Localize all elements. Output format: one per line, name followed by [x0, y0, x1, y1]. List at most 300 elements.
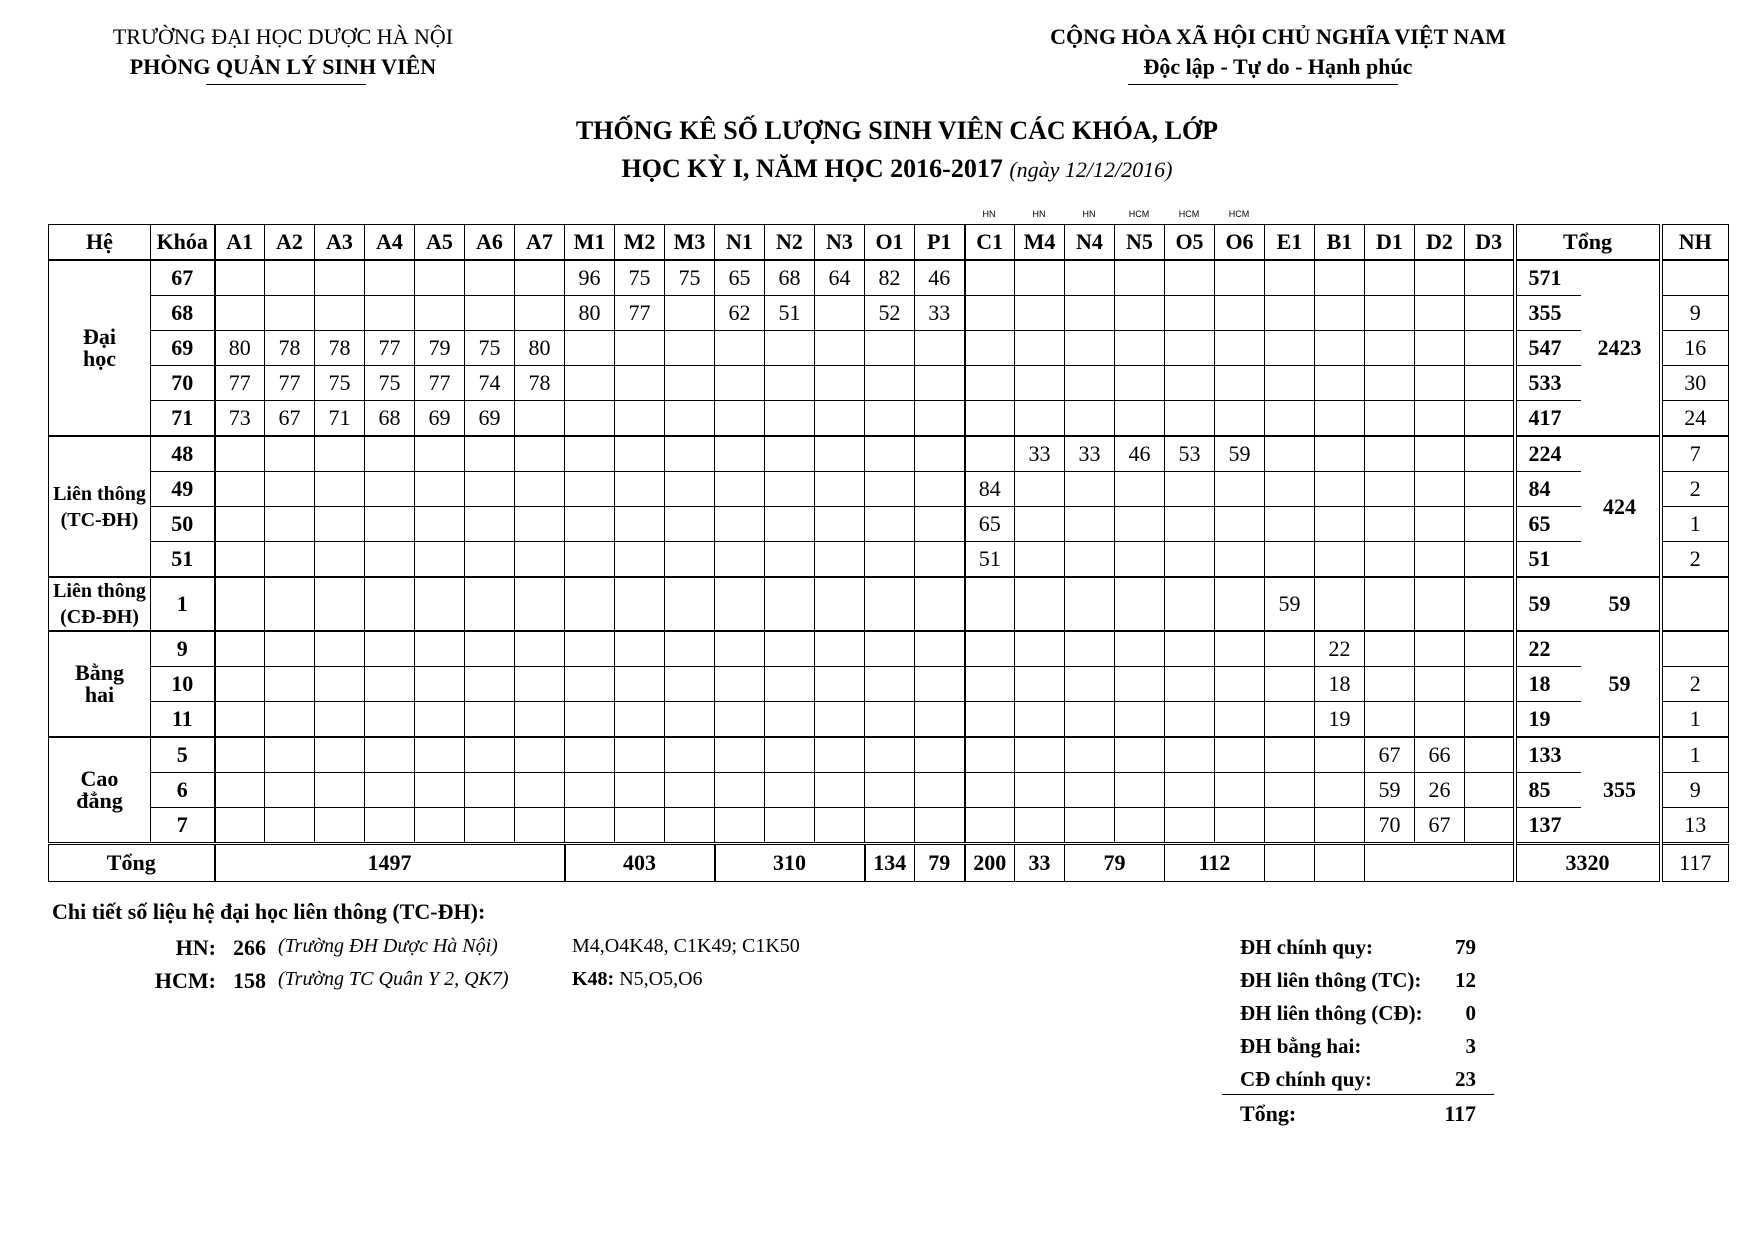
count-cell — [965, 737, 1015, 773]
count-cell — [1315, 366, 1365, 401]
count-cell — [215, 667, 265, 702]
count-cell — [1115, 808, 1165, 844]
count-cell — [1265, 667, 1315, 702]
count-cell — [1015, 331, 1065, 366]
count-cell — [815, 401, 865, 437]
count-cell — [515, 260, 565, 296]
row-total: 571 — [1515, 260, 1581, 296]
count-cell — [1165, 542, 1215, 578]
row-total: 355 — [1515, 296, 1581, 331]
page-subtitle — [0, 154, 1754, 184]
count-cell — [1115, 331, 1165, 366]
khoa-cell: 6 — [151, 773, 215, 808]
count-cell — [815, 702, 865, 738]
count-cell — [965, 296, 1015, 331]
count-cell: 65 — [965, 507, 1015, 542]
count-cell — [715, 472, 765, 507]
row-total: 19 — [1515, 702, 1581, 738]
group-name — [49, 737, 151, 844]
count-cell — [1215, 401, 1265, 437]
count-cell — [765, 542, 815, 578]
count-cell — [215, 808, 265, 844]
count-cell — [1365, 542, 1415, 578]
group-name-line2: hai — [84, 682, 115, 707]
nh-cell: 2 — [1661, 667, 1729, 702]
count-cell — [1165, 507, 1215, 542]
count-cell — [565, 472, 615, 507]
count-cell — [365, 472, 415, 507]
table-row — [49, 542, 1729, 578]
row-total: 22 — [1515, 631, 1581, 667]
count-cell — [465, 542, 515, 578]
count-cell — [665, 331, 715, 366]
count-cell — [215, 542, 265, 578]
count-cell — [565, 667, 615, 702]
count-cell — [1265, 472, 1315, 507]
count-cell — [715, 702, 765, 738]
count-cell — [865, 773, 915, 808]
count-cell — [715, 808, 765, 844]
count-cell — [1215, 808, 1265, 844]
count-cell: 74 — [465, 366, 515, 401]
count-cell — [1465, 577, 1515, 631]
count-cell — [1365, 401, 1415, 437]
count-cell — [265, 702, 315, 738]
count-cell — [1365, 507, 1415, 542]
count-cell — [365, 436, 415, 472]
count-cell — [1415, 366, 1465, 401]
count-cell — [1315, 773, 1365, 808]
count-cell: 75 — [315, 366, 365, 401]
count-cell — [915, 436, 965, 472]
count-cell — [865, 366, 915, 401]
subtitle-term: HỌC KỲ I, NĂM HỌC 2016-2017 — [621, 154, 1003, 183]
count-cell — [1365, 260, 1415, 296]
count-cell — [965, 702, 1015, 738]
count-cell — [365, 667, 415, 702]
count-cell — [315, 296, 365, 331]
count-cell — [465, 631, 515, 667]
count-cell — [265, 260, 315, 296]
table-row — [49, 773, 1729, 808]
count-cell — [965, 577, 1015, 631]
count-cell — [765, 401, 815, 437]
count-cell — [215, 296, 265, 331]
row-total: 85 — [1515, 773, 1581, 808]
count-cell: 75 — [465, 331, 515, 366]
count-cell — [915, 631, 965, 667]
count-cell — [1115, 472, 1165, 507]
count-cell — [915, 737, 965, 773]
count-cell — [565, 577, 615, 631]
count-cell — [1065, 507, 1115, 542]
count-cell — [1065, 773, 1115, 808]
count-cell: 68 — [365, 401, 415, 437]
count-cell — [1215, 296, 1265, 331]
count-cell — [765, 702, 815, 738]
count-cell — [1165, 702, 1215, 738]
grand-total: 3320 — [1515, 844, 1661, 882]
count-cell — [215, 702, 265, 738]
count-cell: 67 — [265, 401, 315, 437]
count-cell: 75 — [615, 260, 665, 296]
row-total: 18 — [1515, 667, 1581, 702]
total-b1 — [1315, 844, 1365, 882]
count-cell — [1215, 331, 1265, 366]
page-title: THỐNG KÊ SỐ LƯỢNG SINH VIÊN CÁC KHÓA, LỚP — [575, 116, 1219, 145]
khoa-cell: 71 — [151, 401, 215, 437]
count-cell — [265, 436, 315, 472]
count-cell — [715, 331, 765, 366]
count-cell: 78 — [515, 366, 565, 401]
count-cell: 75 — [365, 366, 415, 401]
count-cell — [865, 331, 915, 366]
hcm-note: (Trường TC Quân Y 2, QK7) — [278, 968, 509, 990]
count-cell — [365, 773, 415, 808]
count-cell — [765, 808, 815, 844]
row-total: 51 — [1515, 542, 1581, 578]
count-cell — [1265, 542, 1315, 578]
count-cell — [465, 702, 515, 738]
count-cell — [915, 331, 965, 366]
count-cell — [615, 472, 665, 507]
count-cell — [1465, 331, 1515, 366]
details-heading: Chi tiết số liệu hệ đại học liên thông (TC-ĐH): — [52, 899, 486, 924]
count-cell — [965, 808, 1015, 844]
count-cell — [1065, 667, 1115, 702]
khoa-cell: 5 — [151, 737, 215, 773]
count-cell: 79 — [415, 331, 465, 366]
count-cell — [1265, 296, 1315, 331]
count-cell — [515, 507, 565, 542]
nh-cell: 2 — [1661, 542, 1729, 578]
location-label-o6: HCM — [1228, 209, 1250, 219]
count-cell — [815, 631, 865, 667]
group-total: 59 — [1581, 577, 1661, 631]
location-label-n4: HN — [1082, 209, 1096, 219]
count-cell — [465, 507, 515, 542]
count-cell — [565, 331, 615, 366]
total-c1: 200 — [965, 844, 1015, 882]
subtitle-date: (ngày 12/12/2016) — [1009, 157, 1173, 182]
khoa-cell: 10 — [151, 667, 215, 702]
count-cell — [265, 773, 315, 808]
total-m4: 33 — [1015, 844, 1065, 882]
count-cell — [565, 401, 615, 437]
count-cell — [1415, 296, 1465, 331]
count-cell: 22 — [1315, 631, 1365, 667]
header-class-n1: N1 — [715, 225, 765, 261]
count-cell: 67 — [1365, 737, 1415, 773]
count-cell — [215, 507, 265, 542]
count-cell — [1115, 737, 1165, 773]
table-row — [49, 577, 1729, 631]
count-cell — [365, 702, 415, 738]
count-cell — [1015, 401, 1065, 437]
count-cell — [1365, 366, 1415, 401]
count-cell — [365, 808, 415, 844]
count-cell — [965, 260, 1015, 296]
count-cell — [715, 577, 765, 631]
count-cell — [415, 577, 465, 631]
group-name-line1: Liên thông — [53, 580, 146, 602]
header-class-o1: O1 — [865, 225, 915, 261]
count-cell — [515, 542, 565, 578]
count-cell — [765, 472, 815, 507]
count-cell — [315, 773, 365, 808]
total-d-classes — [1365, 844, 1515, 882]
count-cell — [815, 773, 865, 808]
count-cell — [1065, 577, 1115, 631]
hcm-label: HCM: — [154, 968, 216, 993]
count-cell — [1065, 366, 1115, 401]
count-cell — [1065, 296, 1115, 331]
count-cell: 66 — [1415, 737, 1465, 773]
count-cell — [515, 808, 565, 844]
count-cell — [465, 260, 515, 296]
count-cell — [1165, 296, 1215, 331]
count-cell — [565, 808, 615, 844]
count-cell — [1415, 667, 1465, 702]
header-class-n2: N2 — [765, 225, 815, 261]
count-cell: 71 — [315, 401, 365, 437]
count-cell — [1415, 702, 1465, 738]
count-cell — [365, 296, 415, 331]
count-cell — [465, 737, 515, 773]
count-cell — [1215, 702, 1265, 738]
count-cell — [615, 542, 665, 578]
khoa-cell: 11 — [151, 702, 215, 738]
count-cell — [1115, 260, 1165, 296]
header-class-a6: A6 — [465, 225, 515, 261]
count-cell — [765, 737, 815, 773]
table-header-row — [49, 225, 1729, 261]
table-row — [49, 631, 1729, 667]
nh-cell: 7 — [1661, 436, 1729, 472]
group-total: 424 — [1581, 436, 1661, 577]
count-cell — [1065, 631, 1115, 667]
count-cell — [215, 773, 265, 808]
count-cell — [1465, 472, 1515, 507]
count-cell — [965, 631, 1015, 667]
count-cell — [215, 631, 265, 667]
count-cell — [265, 296, 315, 331]
count-cell — [1065, 401, 1115, 437]
hn-value: 266 — [233, 935, 266, 960]
summary-total-value: 117 — [1444, 1101, 1476, 1126]
total-a-classes: 1497 — [215, 844, 565, 882]
count-cell — [865, 577, 915, 631]
table-body — [49, 260, 1729, 882]
count-cell — [465, 667, 515, 702]
count-cell — [265, 631, 315, 667]
count-cell — [365, 631, 415, 667]
count-cell — [1415, 401, 1465, 437]
count-cell — [1165, 737, 1215, 773]
count-cell — [515, 577, 565, 631]
nh-cell: 1 — [1661, 702, 1729, 738]
location-label-m4: HN — [1032, 209, 1046, 219]
count-cell — [715, 436, 765, 472]
count-cell — [1165, 331, 1215, 366]
count-cell — [465, 436, 515, 472]
count-cell — [915, 667, 965, 702]
summary-label: ĐH liên thông (TC): — [1240, 968, 1422, 992]
count-cell — [665, 472, 715, 507]
count-cell — [1115, 773, 1165, 808]
count-cell — [915, 472, 965, 507]
count-cell — [1315, 577, 1365, 631]
count-cell: 96 — [565, 260, 615, 296]
count-cell — [615, 331, 665, 366]
count-cell — [1165, 401, 1215, 437]
count-cell — [1315, 331, 1365, 366]
summary-divider — [1222, 1094, 1494, 1095]
group-name-line1: Liên thông — [53, 482, 146, 505]
count-cell: 52 — [865, 296, 915, 331]
count-cell: 33 — [1065, 436, 1115, 472]
count-cell — [265, 472, 315, 507]
count-cell — [715, 542, 765, 578]
hcm-classes — [572, 968, 703, 991]
count-cell — [365, 737, 415, 773]
header-class-m4: M4 — [1015, 225, 1065, 261]
hcm-value: 158 — [233, 968, 266, 993]
nh-cell — [1661, 631, 1729, 667]
count-cell — [1415, 472, 1465, 507]
count-cell — [1465, 507, 1515, 542]
table-row — [49, 401, 1729, 437]
count-cell — [515, 773, 565, 808]
group-name — [49, 631, 151, 737]
count-cell — [1015, 631, 1065, 667]
header-class-n3: N3 — [815, 225, 865, 261]
group-total: 2423 — [1581, 260, 1661, 436]
count-cell — [1315, 542, 1365, 578]
table-row — [49, 436, 1729, 472]
count-cell — [265, 542, 315, 578]
total-p1: 79 — [915, 844, 965, 882]
count-cell — [465, 472, 515, 507]
count-cell — [1015, 296, 1065, 331]
count-cell — [1015, 507, 1065, 542]
count-cell — [615, 737, 665, 773]
count-cell — [1415, 542, 1465, 578]
count-cell — [1215, 737, 1265, 773]
count-cell — [1265, 507, 1315, 542]
header-class-n5: N5 — [1115, 225, 1165, 261]
count-cell — [865, 702, 915, 738]
count-cell — [715, 773, 765, 808]
summary-value: 0 — [1465, 1001, 1476, 1025]
total-e1 — [1265, 844, 1315, 882]
header-class-a7: A7 — [515, 225, 565, 261]
count-cell — [865, 507, 915, 542]
count-cell — [1465, 808, 1515, 844]
count-cell — [1415, 631, 1465, 667]
header-class-e1: E1 — [1265, 225, 1315, 261]
count-cell — [665, 401, 715, 437]
count-cell: 33 — [915, 296, 965, 331]
department-underline — [206, 84, 366, 85]
header-class-d2: D2 — [1415, 225, 1465, 261]
country-name: CỘNG HÒA XÃ HỘI CHỦ NGHĨA VIỆT NAM — [1050, 24, 1506, 49]
count-cell — [515, 667, 565, 702]
count-cell — [1015, 773, 1065, 808]
count-cell — [615, 702, 665, 738]
count-cell: 46 — [1115, 436, 1165, 472]
statistics-table — [48, 224, 1729, 882]
count-cell — [965, 773, 1015, 808]
count-cell — [1015, 737, 1065, 773]
count-cell — [965, 401, 1015, 437]
count-cell — [665, 631, 715, 667]
count-cell — [915, 366, 965, 401]
group-name — [49, 577, 151, 631]
count-cell — [1115, 507, 1165, 542]
count-cell — [1065, 702, 1115, 738]
header-class-c1: C1 — [965, 225, 1015, 261]
count-cell — [615, 507, 665, 542]
count-cell — [1465, 260, 1515, 296]
count-cell — [1265, 401, 1315, 437]
count-cell: 78 — [265, 331, 315, 366]
count-cell: 64 — [815, 260, 865, 296]
count-cell — [1165, 631, 1215, 667]
count-cell — [415, 631, 465, 667]
count-cell — [865, 808, 915, 844]
count-cell — [665, 737, 715, 773]
count-cell — [815, 737, 865, 773]
count-cell — [765, 667, 815, 702]
count-cell — [1365, 577, 1415, 631]
count-cell — [915, 577, 965, 631]
count-cell — [515, 702, 565, 738]
count-cell — [1315, 507, 1365, 542]
count-cell — [215, 577, 265, 631]
count-cell — [1165, 577, 1215, 631]
count-cell — [915, 542, 965, 578]
count-cell — [565, 542, 615, 578]
table-row — [49, 808, 1729, 844]
count-cell — [865, 401, 915, 437]
count-cell: 70 — [1365, 808, 1415, 844]
count-cell — [715, 401, 765, 437]
count-cell — [965, 366, 1015, 401]
khoa-cell: 69 — [151, 331, 215, 366]
count-cell — [1215, 472, 1265, 507]
count-cell — [1215, 773, 1265, 808]
summary-value: 12 — [1455, 968, 1476, 992]
hn-note: (Trường ĐH Dược Hà Nội) — [278, 935, 498, 957]
table-row — [49, 472, 1729, 507]
count-cell — [1015, 366, 1065, 401]
count-cell — [565, 773, 615, 808]
count-cell: 59 — [1365, 773, 1415, 808]
khoa-cell: 67 — [151, 260, 215, 296]
count-cell — [1115, 401, 1165, 437]
count-cell — [1015, 808, 1065, 844]
row-total: 65 — [1515, 507, 1581, 542]
header-class-p1: P1 — [915, 225, 965, 261]
count-cell — [465, 808, 515, 844]
count-cell — [265, 737, 315, 773]
count-cell — [765, 366, 815, 401]
count-cell — [865, 631, 915, 667]
nh-cell: 30 — [1661, 366, 1729, 401]
count-cell — [865, 542, 915, 578]
count-cell — [415, 808, 465, 844]
